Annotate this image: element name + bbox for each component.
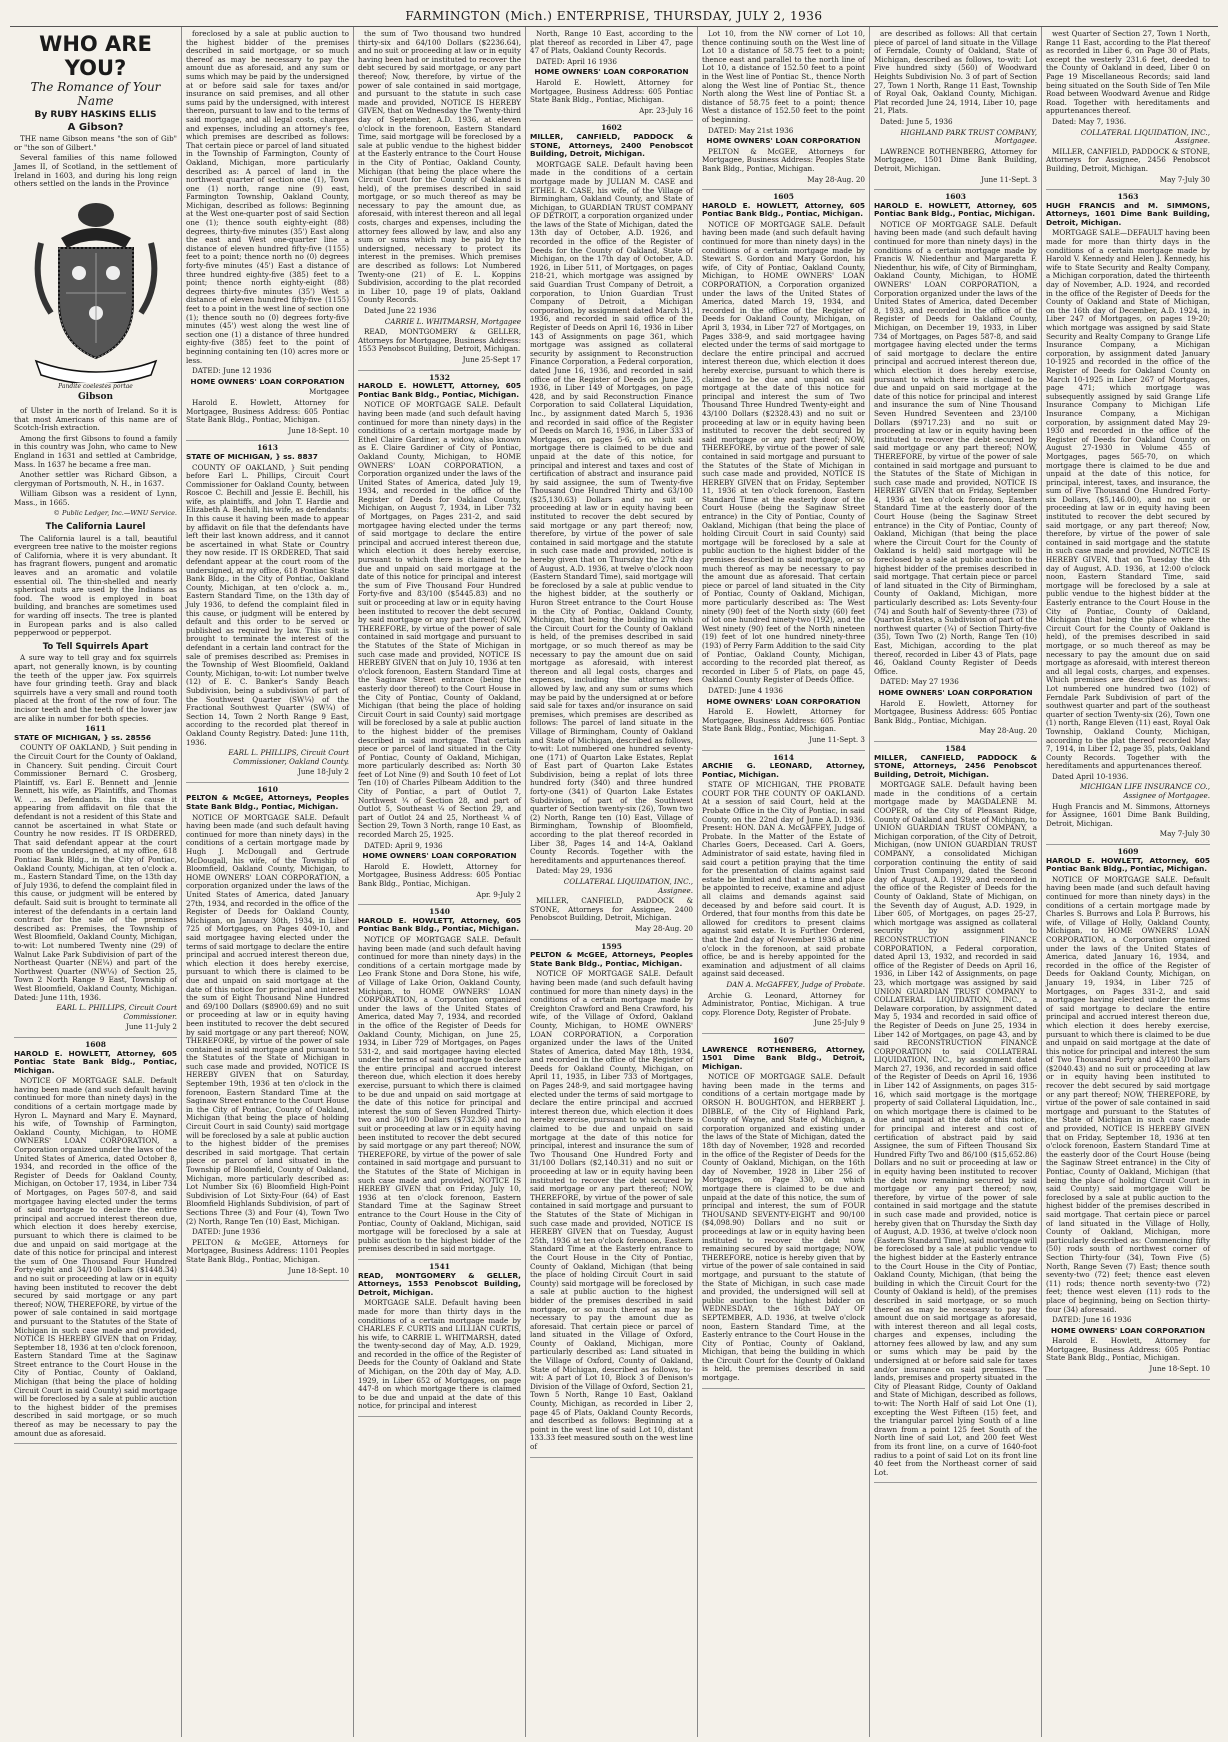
legal-notice (702, 30, 865, 190)
notice-text: NOTICE OF MORTGAGE SALE. Default having been made in the terms and conditions of a certain mortgage made by ORSON H. BOUGHTON, and HERBERT J. DIBBLE, of the City of Highland Park, County of Wayne, and State of Michigan, a corporation organized and existing under the laws of the State of Michigan, dated the 18th day of November, 1928 and recorded in the office of the Register of Deeds for the County of Oakland, Michigan, on the 16th day of November, 1928 in Liber 256 of Mortgages, on Page 330, on which mortgage there is claimed to be due and unpaid at the date of this notice, the sum of principal and interest, the sum of FOUR THOUSAND SEVENTY-EIGHT and 90/100 ($4,098.90) Dollars and no suit or proceedings at law or in equity having been instituted to recover the debt now remaining secured by said mortgage; NOW, THEREFORE, notice is hereby given that by virtue of the power of sale contained in said mortgage, and pursuant to the statute of the State of Michigan, in such case made and provided, the undersigned will sell at public auction to the highest bidder on WEDNESDAY, the 16th DAY OF SEPTEMBER, A.D. 1936, at twelve o'clock noon, Eastern Standard Time, at the Easterly entrance to the Court House in the City of Pontiac, County of Oakland, Michigan, that being the building in which the Circuit Court for the County of Oakland is held, the premises described in said mortgage. (702, 1072, 865, 1383)
notice-signature: EARL L. PHILLIPS, Circuit Court Commissioner. (56, 1003, 177, 1021)
column-4 (526, 27, 698, 1737)
notice-text: COUNTY OF OAKLAND, } Suit pending before Earl L. Phillips, Circuit Court Commissioner for Oakland County, between Roscoe C. Bechill and Jessie E. Bechill, his wife, as plaintiffs, and John T. Hardie and Elizabeth A. Bechill, his wife, as defendants: In this cause it having been made to appear by affidavit on file that the defendants have left their last known address, and it cannot be ascertained in what State or Country they now reside. IT IS ORDERED, That said defendant appear at the court room of the undersigned, at my office, 618 Pontiac State Bank Bldg., in the City of Pontiac, Oakland County, Michigan, at ten o'clock a. m., Eastern Standard Time, on the 13th day of July 1936, to defend the complaint filed in this cause, or judgment will be entered by default and this order to be served or published as required by law. This suit is brought to terminate the interest of the defendant in a certain land contract for the sale of premises described as: Premises in the Township of West Bloomfield, Oakland County, Michigan, to-wit: Lot number twelve (12) of E. C. Banker's Sandy Beach Subdivision, being a subdivision of part of the Southwest Quarter (SW¼) of the Fractional Southwest Quarter (SW¼) of Section 14, Town 2 North Range 9 East, according to the recorded plat thereof in Oakland County Registry. Dated: June 11th, 1936. (186, 462, 349, 747)
notice-dated: DATED: June 1936 (192, 1227, 261, 1237)
notice-mortgagee-name: HOME OWNERS' LOAN CORPORATION (1050, 1325, 1206, 1335)
notice-text: MORTGAGE SALE—DEFAULT having been made for more than thirty days in the conditions of a certain mortgage made by Harold V. Kennedy and Helen J. Kennedy, his wife to State Security and Realty Company, a Michigan corporation, dated the thirteenth day of November, A.D. 1924, and recorded in the office of the Register of Deeds for the County of Oakland and State of Michigan, on the 16th day of December, A.D. 1924, in Liber 247 of Mortgages, on pages 19-20; which mortgage was assigned by said State Security and Realty Company to Grange Life Insurance Company, a Michigan corporation, by assignment dated January 10-1925 and recorded in the office of the Register of Deeds for Oakland County on March 10-1925 in Liber 267 of Mortgages, page 471; which mortgage was subsequently assigned by said Grange Life Insurance Company to Michigan Life Insurance Company, a Michigan corporation, by assignment dated May 29-1930 and recorded in the office of the Register of Deeds for Oakland County on August 27-1930 in Volume 455 of Mortgages, pages 565-70, on which mortgage there is claimed to be due and unpaid at the date of this notice, for principal, interest, taxes, and insurance, the sum of Five Thousand One Hundred Forty-six Dollars, ($5,146.00), and no suit or proceeding at law or in equity having been instituted to recover the debt secured by said mortgage, or any part thereof; Now, therefore, by virtue of the power of sale contained in said mortgage and the statute in such case made and provided, NOTICE IS HEREBY GIVEN, that on Tuesday the 4th day of August, A.D. 1936, at 12:00 o'clock noon, Eastern Standard Time, said mortgage will be foreclosed by a sale at public vendue to the highest bidder at the Easterly entrance to the Court House in the City of Pontiac, County of Oakland, Michigan (that being the place where the Circuit Court for the County of Oakland is held), of the premises described in said mortgage, or so much thereof as may be necessary to pay the amount due on said mortgage as aforesaid, with interest thereon and all legal costs, charges, and expenses. Which premises are described as follows: Lot numbered one hundred two (102) of Ferndale Park Subdivision of part of the southwest quarter and part of the southeast quarter of section Twenty-six (26), Town one (1) north, Range Eleven (11) east, Royal Oak Township, Oakland County, Michigan, according to the plat thereof recorded May 7, 1914, in Liber 12, page 35, plats, Oakland County Records. Together with the hereditaments and appurtenances thereof. (1046, 228, 1210, 771)
notice-dated: Dated: May 29, 1936 (536, 866, 613, 876)
notice-attorney: READ, MONTGOMERY & GELLER, Attorneys for Mortgagee, Business Address: 1553 Penobscot Building, Detroit, Michigan. (358, 327, 521, 354)
notice-heading: MILLER, CANFIELD, PADDOCK & STONE, Attorneys, 2456 Penobscot Building, Detroit, Michigan. (874, 752, 1037, 779)
notice-text: NOTICE OF MORTGAGE SALE. Default having been made (and such default having continued for more than ninety days) in the conditions of a certain mortgage made by Stewart S. Gordon and Mary Gordon, his wife, of City of Pontiac, Oakland County, Michigan, to HOME OWNERS' LOAN CORPORATION, a Corporation organized under the laws of the United States of America, dated March 19, 1934, and recorded in the office of the Register of Deeds for Oakland County, Michigan, on April 3, 1934, in Liber 727 of Mortgages, on Pages 338-9, and said mortgagee having elected under the terms of said mortgage to declare the entire principal and accrued interest thereon due, which election it does hereby exercise, pursuant to which there is claimed to be due and unpaid on said mortgage at the date of this notice for principal and interest the sum of Two Thousand Three Hundred Twenty-eight and 43/100 Dollars ($2328.43) and no suit or proceeding at law or in equity having been instituted to recover the debt secured by said mortgage or any part thereof; NOW, THEREFORE, by virtue of the power of sale contained in said mortgage and pursuant to the Statutes of the State of Michigan in such case made and provided, NOTICE IS HEREBY GIVEN that on Friday, September 11, 1936 at ten o'clock forenoon, Eastern Standard Time at the easterly door of the Court House (being the Saginaw Street entrance) in the City of Pontiac, County of Oakland, Michigan (that being the place of holding Circuit Court in said County) said mortgage will be foreclosed by a sale at public auction to the highest bidder of the premises described in said mortgage, or so much thereof as may be necessary to pay the amount due as aforesaid. That certain piece or parcel of land situated in the City of Pontiac, County of Oakland, Michigan, more particularly described as: The West ninety (90) feet of the North sixty (60) feet of lot one hundred ninety-two (192), and the West ninety (90) feet of the North nineteen (19) feet of lot one hundred ninety-three (193) of Perry Farm Addition to the said City of Pontiac, Oakland County, Michigan, according to the recorded plat thereof, as recorded in Liber 5 of Plats, on page 45, Oakland County Register of Deeds Office. (702, 219, 865, 685)
notice-dated: Dated: June 5, 1936 (880, 116, 953, 126)
notice-dated: DATED: June 12 1936 (192, 366, 272, 376)
notice-text: foreclosed by a sale at public auction to the highest bidder of the premises described in said mortgage, or so much thereof as may be necessary to pay the amount due as aforesaid, and any sum or sums which may be paid by the undersigned at or before said sale for taxes and/or insurance on said premises, and all other sums paid by the undersigned, with interest thereon, pursuant to law and to the terms of said mortgage, and all legal costs, charges and expenses, including an attorney's fee, which premises are described as follows: That certain piece or parcel of land situated in the Township of Farmington, County of Oakland, Michigan, more particularly described as: A parcel of land in the northwest quarter of section one (1), Town one (1) north, range nine (9) east, Farmington Township, Oakland County, Michigan, described as follows: Beginning at the West one-quarter post of said Section one (1); thence south eighty-eight (88) degrees, thirty-five minutes (35') East along the east and West one-quarter line a distance of eleven hundred fifty-five (1155) feet to a point; thence north no (0) degrees forty-five minutes (45') East a distance of three hundred eighty-five (385) feet to a point; thence north eighty-eight (88) degrees thirty-five minutes (35') West a distance of eleven hundred fifty-five (1155) feet to a point in the west line of section one (1); thence south no (0) degrees forty-five minutes (45') west along the west line of section one (1) a distance of three hundred eighty-five (385) feet to the point of beginning containing ten (10) acres more or less. (186, 29, 349, 365)
notice-text: NOTICE OF MORTGAGE SALE. Default having been made (and such default having continued for more than ninety days) in the conditions of a certain mortgage made by Hyron L. Maynard and Mary E. Maynard, his wife, of Township of Farmington, Oakland County, Michigan, to HOME OWNERS' LOAN CORPORATION, a Corporation organized under the laws of the United States of America, dated October 8, 1934, and recorded in the office of the Register of Deeds for Oakland County, Michigan, on October 17, 1934, in Liber 734 of Mortgages, on Pages 507-8, and said mortgagee having elected under the terms of said mortgage to declare the entire principal and accrued interest thereon due, which election it does hereby exercise, pursuant to which there is claimed to be due and unpaid on said mortgage at the date of this notice for principal and interest the sum of One Thousand Four Hundred Forty-eight and 34/100 Dollars ($1448.34) and no suit or proceeding at law or in equity having been instituted to recover the debt secured by said mortgage or any part thereof; NOW, THEREFORE, by virtue of the power of sale contained in said mortgage and pursuant to the Statutes of the State of Michigan in such case made and provided, NOTICE IS HEREBY GIVEN that on Friday, September 18, 1936 at ten o'clock forenoon, Eastern Standard Time at the Saginaw Street entrance to the Court House in the City of Pontiac, County of Oakland, Michigan (that being the place of holding Circuit Court in said County) said mortgage will be foreclosed by a sale at public auction to the highest bidder of the premises described in said mortgage, or so much thereof as may be necessary to pay the amount due as aforesaid. (14, 1076, 177, 1438)
legal-notice (1046, 30, 1210, 190)
notice-text: MORTGAGE SALE. Default having been made for more than thirty days in the conditions of a certain mortgage made by CHARLES F. CURTIS and LILLIAN CURTIS, his wife, to CARRIE L. WHITMARSH, dated the twenty-second day of May, A.D. 1929, and recorded in the office of the Register of Deeds for the County of Oakland and State of Michigan, on the 20th day of May, A.D. 1929, in Liber 652 of Mortgages, on page 447-8 on which mortgage there is claimed to be due and unpaid at the date of this notice, for principal and interest (358, 1298, 521, 1411)
legal-notice (358, 374, 521, 906)
notice-heading: PELTON & McGEE, Attorneys, Peoples State Bank Bldg., Pontiac, Michigan. (530, 950, 693, 968)
notice-text: west Quarter of Section 27, Town 1 North, Range 11 East, according to the Plat thereof as recorded in Liber 6, on Page 30 of Plats, except the westerly 231.6 feet, deeded to the County of Oakland in deed, Liber 0 on Page 19 Miscellaneous Records; said land being situated on the South Side of Ten Mile Road between Woodward Avenue and Ridge Road. Together with hereditaments and appurtenances thereof. (1046, 29, 1210, 116)
laurel-heading: The California Laurel (45, 522, 146, 533)
legal-notice (530, 124, 693, 939)
legal-notice (702, 754, 865, 1034)
legal-notice (186, 30, 349, 441)
column-1 (10, 27, 182, 1737)
notice-text: are described as follows: All that certain piece of parcel of land situate in the Village of Ferndale, County of Oakland, State of Michigan, described as follows, to-wit: Lot Five hundred sixty (560) of Woodward Heights Subdivision No. 3 of part of Section 27, Town 1 North, Range 11 East, Township of Royal Oak, Oakland County, Michigan. Plat recorded June 24, 1914, Liber 10, page 21, Plats. (874, 29, 1037, 116)
notice-dates: Apr. 23-July 16 (639, 105, 693, 115)
feature-byline: By RUBY HASKINS ELLIS (34, 110, 157, 120)
column-3 (354, 27, 526, 1737)
notice-heading: LAWRENCE ROTHENBERG, Attorney, 1501 Dime Bank Bldg., Detroit, Michigan. (702, 1044, 865, 1071)
column-6 (870, 27, 1042, 1737)
notice-number: 1609 (1117, 847, 1139, 857)
notice-heading: HUGH FRANCIS and M. SIMMONS, Attorneys, 1601 Dime Bank Building, Detroit, Michigan. (1046, 200, 1210, 227)
notice-number: 1541 (429, 1261, 450, 1271)
feature-paragraph: Among the first Gibsons to found a family in this country was John, who came to New England in 1631 and settled at Cambridge, Mass. In 1637 he became a free man. (14, 433, 177, 469)
page-masthead: FARMINGTON (Mich.) ENTERPRISE, THURSDAY, JULY 2, 1936 (10, 6, 1218, 27)
notice-dated: DATED: April 16 1936 (536, 56, 617, 66)
notice-mortgagee-name: HOME OWNERS' LOAN CORPORATION (362, 851, 517, 861)
notice-dates: May 28-Aug. 20 (635, 923, 693, 933)
notice-mortgagee-name: HOME OWNERS' LOAN CORPORATION (706, 136, 861, 146)
notice-number: 1605 (773, 192, 794, 202)
notice-signature: COLLATERAL LIQUIDATION, INC., Assignee. (563, 877, 693, 895)
notice-dates: May 7-July 30 (1159, 174, 1210, 184)
notice-text: the sum of Two thousand two hundred thirty-six and 64/100 Dollars ($2236.64), and no suit or proceeding at law or in equity having been had or instituted to recover the debt secured by said mortgage, or any part thereof; Now, therefore, by virtue of the power of sale contained in said mortgage, and pursuant to the statute in such case made and provided, NOTICE IS HEREBY GIVEN, that on Wednesday the Twenty-third day of September, A.D. 1936, at eleven o'clock in the forenoon, Eastern Standard Time, said mortgage will be foreclosed by a sale at public vendue to the highest bidder at the Easterly entrance to the Court House in the City of Pontiac, Oakland County, Michigan (that being the place where the Circuit Court for the County of Oakland is held), of the premises described in said mortgage, or so much thereof as may be necessary to pay the amount due, as aforesaid, with interest thereon and all legal costs, charges and expenses, including the attorney fees allowed by law, and also any sum or sums which may be paid by the undersigned, necessary to protect its interest in the premises. Which premises are described as follows: Lot Numbered Twenty-one (21) of E. L. Koppins Subdivision, according to the plat recorded in Liber 10, page 19 of plats, Oakland County Records. (358, 29, 521, 305)
feature-title: WHO ARE YOU? (39, 32, 152, 80)
notice-attorney: Harold E. Howlett, Attorney for Mortgagee, Business Address: 605 Pontiac Bank Bldg., Pontiac, Michigan. (358, 861, 521, 888)
notice-dates: June 25-Sept 17 (462, 354, 521, 364)
notice-attorney: PELTON & McGEE, Attorneys for Mortgagee, Business Address: 1101 Peoples State Bank Bldg., Pontiac, Michigan. (186, 1237, 349, 1264)
notice-attorney: MILLER, CANFIELD, PADDOCK & STONE, Attorneys for Assignee, 2400 Penobscot Building, Detroit, Michigan. (530, 896, 693, 923)
feature-subtitle: The Romance of Your Name (30, 80, 161, 108)
legal-notice (1046, 848, 1210, 1380)
notice-dates: June 11-July 2 (126, 1022, 177, 1032)
notice-dates: June 25-July 9 (814, 1018, 865, 1028)
notice-number: 1614 (773, 752, 794, 762)
notice-text: NOTICE OF MORTGAGE SALE. Default having been made (and such default having continued for more than ninety days) in the conditions of a certain mortgage made by Francis W. Niedenthur and Margaretta F. Niedenthur, his wife, of City of Birmingham, Oakland County, Michigan, to HOME OWNERS' LOAN CORPORATION, a Corporation organized under the laws of the United States of America, dated December 8, 1933, and recorded in the office of the Register of Deeds for Oakland County, Michigan, on December 19, 1933, in Liber 734 of Mortgages, on Pages 587-8, and said mortgagee having elected under the terms of said mortgage to declare the entire principal and accrued interest thereon due, which election it does hereby exercise, pursuant to which there is claimed to be due and unpaid on said mortgage at the date of this notice for principal and interest and insurance the sum of Nine Thousand Seven Hundred Seventeen and 23/100 Dollars ($9717.23) and no suit or proceeding at law or in equity having been instituted to recover the debt secured by said mortgage or any part thereof; NOW, THEREFORE, by virtue of the power of sale contained in said mortgage and pursuant to the Statutes of the State of Michigan in such case made and provided, NOTICE IS HEREBY GIVEN that on Friday, September 4, 1936 at ten o'clock forenoon, Eastern Standard Time at the easterly door of the Court House (being the Saginaw Street entrance) in the City of Pontiac, County of Oakland, Michigan (that being the place where the Circuit Court for the County of Oakland is held) said mortgage will be foreclosed by a sale at public auction to the highest bidder of the premises described in said mortgage. That certain piece or parcel of land situated in the City of Birmingham, County of Oakland, Michigan, more particularly described as: Lots Seventy-four (74) and South half of Seventy-three (73) of Quarton Estates, a Subdivision of part of the northwest quarter (¼) of Section Thirty-five (35), Town Two (2) North, Range Ten (10) East, Michigan, according to the plat thereof, recorded in Liber 43 of Plats, page 46, Oakland County Register of Deeds Office. (874, 219, 1037, 676)
notice-heading: MILLER, CANFIELD, PADDOCK & STONE, Attorneys, 2400 Penobscot Building, Detroit, Michigan. (530, 131, 693, 159)
crest-caption: Gibson (77, 392, 113, 403)
notice-signature: MICHIGAN LIFE INSURANCE CO., Assignee of Mortgagee. (1079, 782, 1210, 801)
notice-text: NOTICE OF MORTGAGE SALE. Default having been made (and such default having continued for more than ninety days) in the conditions of a certain mortgage made by Hugh J. McDougall and Gertrude McDougall, his wife, of the Township of Bloomfield, Oakland County, Michigan, to HOME OWNERS' LOAN CORPORATION, a corporation organized under the laws of the United States of America, dated January 27th, 1934, and recorded in the office of the Register of Deeds for Oakland County, Michigan, on January 30th, 1934, in Liber 725 of Mortgages, on Pages 409-10, and said mortgagee having elected under the terms of said mortgage to declare the entire principal and accrued interest thereon due, which election it does hereby exercise, pursuant to which there is claimed to be due and unpaid on said mortgage at the date of this notice for principal and interest the sum of Eight Thousand Nine Hundred and 69/100 Dollars ($8900.69) and no suit or proceeding at law or in equity having been instituted to recover the debt secured by said mortgage or any part thereof; NOW, THEREFORE, by virtue of the power of sale contained in said mortgage and pursuant to the Statutes of the State of Michigan in such case made and provided, NOTICE IS HEREBY GIVEN that on Saturday, September 19th, 1936 at ten o'clock in the forenoon, Eastern Standard Time at the Saginaw Street entrance to the Court House in the City of Pontiac, County of Oakland, Michigan (that being the place of holding Circuit Court in said County) said mortgage will be foreclosed by a sale at public auction to the highest bidder of the premises described in said mortgage. That certain piece or parcel of land situated in the Township of Bloomfield, County of Oakland, Michigan, more particularly described as: Lot Number Six (6) Bloomfield High-Point Subdivision of Lot Sixty-Four (64) of East Bloomfield Highlands Subdivision, of part of Sections Three (3) and Four (4), Town Two (2) North, Range Ten (10) East, Michigan. (186, 812, 349, 1226)
notice-number: 1611 (85, 724, 106, 734)
feature-paragraph: Several families of this name followed James II, of Scotland, in the settlement of Ireland in 1603, and during his long reign others settled on the lands in the Province (14, 153, 177, 189)
notice-text: NOTICE OF MORTGAGE SALE. Default having been made (and such default having continued for more than ninety days) in the conditions of a certain mortgage made by Creighton Crawford and Bena Crawford, his wife, of the Village of Oxford, Oakland County, Michigan, to HOME OWNERS' LOAN CORPORATION, a Corporation organized under the laws of the United States of America, dated May 18th, 1934, and recorded in the office of the Register of Deeds for Oakland County, Michigan, on April 11, 1935, in Liber 733 of Mortgages, on Pages 248-9, and said mortgagee having elected under the terms of said mortgage to declare the entire principal and accrued interest thereon due, which election it does hereby exercise, pursuant to which there is claimed to be due and unpaid on said mortgage at the date of this notice for principal, interest and insurance the sum of Two Thousand One Hundred Forty and 31/100 Dollars ($2,140.31) and no suit or proceeding at law or in equity having been instituted to recover the debt secured by said mortgage or any part thereof; NOW, THEREFORE, by virtue of the power of sale contained in said mortgage and pursuant to the Statutes of the State of Michigan in such case made and provided, NOTICE IS HEREBY GIVEN that on Tuesday, August 25th, 1936 at ten o'clock forenoon, Eastern Standard Time at the Easterly entrance to the Court House in the City of Pontiac, County of Oakland, Michigan (that being the place of holding Circuit Court in said County) said mortgage will be foreclosed by a sale at public auction to the highest bidder of the premises described in said mortgage, or so much thereof as may be necessary to pay the amount due as aforesaid. That certain piece or parcel of land situated in the Village of Oxford, County of Oakland, Michigan, more particularly described as: Land situated in the Village of Oxford, County of Oakland, State of Michigan, described as follows, to-wit: A part of Lot 10, Block 3 of Denison's Division of the Village of Oxford, Section 21, Town 5 North, Range 10 East, Oakland County, Michigan, as recorded in Liber 2, page 45 of Plats, Oakland County Records, and described as follows: Beginning at a point in the west line of said Lot 10, distant 133.33 feet measured south on the west line of (530, 969, 693, 1451)
notice-number: 1532 (429, 372, 450, 382)
notice-mortgagee-name: HOME OWNERS' LOAN CORPORATION (190, 376, 345, 386)
notice-heading: HAROLD E. HOWLETT, Attorney, 605 Pontiac Bank Bldg., Pontiac, Michigan. (702, 200, 865, 219)
notice-role: Mortgagee (308, 387, 349, 397)
notice-signature: EARL L. PHILLIPS, Circuit Court Commissioner, Oakland County. (228, 748, 349, 766)
column-7 (1042, 27, 1214, 1737)
notice-text: Lot 10, from the NW corner of Lot 10, thence continuing south on the West line of Lot 10 a distance of 58.75 feet to a point; thence east and parallel to the north line of Lot 10, a distance of 152.50 feet to a point in the West line of Pontiac St., thence North along the West line of Pontiac St., thence North along the West line of Pontiac St. a distance of 58.75 feet to a point; thence West a distance of 152.50 feet to the point of beginning. (702, 29, 865, 124)
notice-number: 1540 (429, 907, 450, 917)
notice-dated: DATED: April 9, 1936 (364, 840, 443, 850)
notice-number: 1603 (945, 192, 966, 202)
notice-copy: Archie G. Leonard, Attorney for Administrator, Pontiac, Michigan. A true copy. Florence Doty, Register of Probate. (702, 990, 865, 1017)
feature-paragraph: Another settler was Richard Gibson, a clergyman of Portsmouth, N. H., in 1637. (14, 470, 177, 488)
notice-dates: May 28-Aug. 20 (807, 174, 865, 184)
notice-text: MORTGAGE SALE. Default having been made in the conditions of a certain mortgage made by JULIAN M. CASE and ETHEL R. CASE, his wife, of the Village of Birmingham, Oakland County, and State of Michigan, to GUARDIAN TRUST COMPANY OF DETROIT, a corporation organized under the laws of the State of Michigan, dated the 13th day of October, A.D. 1926, and recorded in the office of the Register of Deeds for the County of Oakland, State of Michigan, on the 17th day of October, A.D. 1926, in Liber 511, of Mortgages, on pages 218-21, which mortgage was assigned by said Guardian Trust Company of Detroit, a corporation, to Union Guardian Trust Company of Detroit, a Michigan corporation, by assignment dated March 31, 1936, and recorded in said office of the Register of Deeds on April 16, 1936 in Liber 143 of Assignments on page 361, which mortgage was assigned as collateral security by assignment to Reconstruction Finance Corporation, a Federal corporation, dated June 16, 1936, and recorded in said office of the Register of Deeds on June 25, 1936, in Liber 149 of Mortgages, on page 428, and by said Reconstruction Finance Corporation to said Collateral Liquidation, Inc., by assignment dated March 5, 1936 and recorded in said office of the Register of Deeds on March 16, 1936, in Liber 333 of Mortgages, on pages 5-6, on which said mortgage there is claimed to be due and unpaid at the date of this notice, for principal and interest and taxes and cost of certification of abstract and insurance paid by said assignee, the sum of Twenty-five Thousand One Hundred Thirty and 63/100 ($25,130.63) Dollars and no suit or proceeding at law or in equity having been instituted to recover the debt secured by said mortgage or any part thereof; now, therefore, by virtue of the power of sale contained in said mortgage and the statute in such case made and provided, notice is hereby given that on Thursday the 27th day of August, A.D. 1936, at twelve o'clock noon (Eastern Standard Time), said mortgage will be foreclosed by a sale at public vendue to the highest bidder, at the southerly or Huron Street entrance to the Court House in the City of Pontiac, Oakland County, Michigan, that being the building in which the Circuit Court for the County of Oakland is held, of the premises described in said mortgage, or so much thereof as may be necessary to pay the amount due on said mortgage as aforesaid, with interest thereon and all legal costs, charges and expenses, including the attorney fees allowed by law, and any sum or sums which may be paid by the undersigned at or before said sale for taxes and/or insurance on said premises, which premises are described as follows: The parcel of land situate in the Village of Birmingham, County of Oakland and State of Michigan, described as follows, to-wit: Lot numbered one hundred seventy-one (171) of Quarton Lake Estates, Replat of East part of Quarton Lake Estates Subdivision, being a replat of lots three hundred forty (340) and three hundred forty-one (341) of Quarton Lake Estates Subdivision, of part of the Southwest quarter of Section twenty-six (26), Town two (2) North, Range ten (10) East, Village of Birmingham, Township of Bloomfield, according to the plat thereof recorded in Liber 38, Pages 14 and 14-A, Oakland County Records. Together with the hereditaments and appurtenances thereof. (530, 159, 693, 865)
notice-mortgagee-name: HOME OWNERS' LOAN CORPORATION (878, 687, 1033, 697)
notice-dates: June 18-Sept. 10 (288, 1265, 349, 1275)
notice-heading: ARCHIE G. LEONARD, Attorney, Pontiac, Michigan. (702, 761, 865, 779)
notice-text: COUNTY OF OAKLAND, } Suit pending in the Circuit Court for the County of Oakland, in Chancery. Suit pending. Circuit Court Commissioner Bernard C. Grosberg, Plaintiff, vs. Earl E. Bennett and Jennie Bennett, his wife, as Plaintiffs, and Thomas W. ... as Defendants. In this cause it appearing from affidavit on file that the defendant is not a resident of this State and cannot be ascertained in what State or Country he now resides. IT IS ORDERED, That said defendant appear at the court room of the undersigned, at my office, 618 Pontiac Bank Bldg., in the City of Pontiac, Oakland County, Michigan, at ten o'clock a. m., Eastern Standard Time, on the 13th day of July 1936, to defend the complaint filed in this cause, or judgment will be entered by default. Said suit is brought to terminate all interest of the defendants in a certain land contract for the sale of the premises described as: Premises, the Township of West Bloomfield, Oakland County, Michigan, to-wit: Lot numbered Twenty nine (29) of Walnut Lake Park Subdivision of part of the Northeast Quarter (NE¼) and part of the Northwest Quarter (NW¼) of Section 25, Town 2 North Range 9 East, Township of West Bloomfield, Oakland County, Michigan. Dated: June 11th, 1936. (14, 743, 177, 1002)
notice-number: 1563 (1117, 192, 1139, 202)
notice-text: NOTICE OF MORTGAGE SALE. Default having been made (and such default having continued for more than ninety days) in the conditions of a certain mortgage made by Ethel Claire Gardiner, a widow, also known as E. Claire Gardiner of City of Pontiac, Oakland County, Michigan, to HOME OWNERS' LOAN CORPORATION, a Corporation organized under the laws of the United States of America, dated July 19, 1934, and recorded in the office of the Register of Deeds for Oakland County, Michigan, on August 7, 1934, in Liber 732 of Mortgages, on Pages 231-2, and said mortgagee having elected under the terms of said mortgage to declare the entire principal and accrued interest thereon due, which election it does hereby exercise, pursuant to which there is claimed to be due and unpaid on said mortgage at the date of this notice for principal and interest the sum of Five Thousand Four Hundred Forty-five and 83/100 ($5445.83) and no suit or proceeding at law or in equity having been instituted to recover the debt secured by said mortgage or any part thereof; NOW, THEREFORE, by virtue of the power of sale contained in said mortgage and pursuant to the Statutes of the State of Michigan in such case made and provided, NOTICE IS HEREBY GIVEN that on July 10, 1936 at ten o'clock forenoon, Eastern Standard Time at the Saginaw Street entrance (being the easterly door thereof) to the Court House in the City of Pontiac, County of Oakland, Michigan (that being the place of holding Circuit Court in said County) said mortgage will be foreclosed by a sale at public auction to the highest bidder of the premises described in said mortgage. That certain piece or parcel of land situated in the City of Pontiac, County of Oakland, Michigan, more particularly described as: North 30 feet of Lot Nine (9) and South 10 feet of Lot Ten (10) of Charles Pilbeam Addition to the City of Pontiac, a part of Outlot 7, Northwest ¼ of Section 28, and part of Outlot 5, Southeast ¼ of Section 29, and part of Outlot 24 and 25, Northeast ¼ of Section 29, Town 3 North, range 10 East, as recorded March 25, 1925. (358, 400, 521, 840)
notice-heading: PELTON & McGEE, Attorneys, Peoples State Bank Bldg., Pontiac, Michigan. (186, 793, 349, 812)
notice-state: STATE OF MICHIGAN, } ss. 8837 (186, 451, 318, 461)
crest-motto: Pandite coelestes portae (58, 382, 133, 390)
legal-notice (186, 444, 349, 783)
legal-notice (1046, 193, 1210, 845)
notice-dated: DATED: May 27 1936 (880, 677, 959, 687)
columns (10, 27, 1218, 1737)
legal-notice (14, 1041, 177, 1444)
notice-heading: HAROLD E. HOWLETT, Attorney, 605 Pontiac Bank Bldg., Pontiac, Michigan. (874, 200, 1037, 219)
legal-notice (530, 943, 693, 1458)
legal-notice (358, 908, 521, 1260)
notice-number: 1613 (257, 443, 278, 453)
notice-attorney: Harold E. Howlett, Attorney for Mortgagee, Business Address: 605 Pontiac State Bank Bldg., Pontiac, Michigan. (186, 397, 349, 425)
notice-dates: Apr. 9-July 2 (476, 889, 521, 899)
notice-dated: DATED: June 16 1936 (1052, 1315, 1132, 1325)
notice-number: 1608 (85, 1039, 106, 1049)
notice-dates: June 18-July 2 (298, 767, 349, 777)
legal-notice (702, 193, 865, 750)
notice-signature: HIGHLAND PARK TRUST COMPANY, Mortgagee. (900, 127, 1037, 146)
notice-heading: HAROLD E. HOWLETT, Attorney, 605 Pontiac Bank Bldg., Pontiac, Michigan. (1046, 855, 1210, 874)
notice-dated: DATED: May 21st 1936 (708, 125, 794, 135)
legal-notice (874, 745, 1037, 1483)
notice-number: 1584 (945, 743, 966, 753)
column-2 (182, 27, 354, 1737)
squirrel-heading: To Tell Squirrels Apart (42, 641, 149, 652)
notice-attorney: LAWRENCE ROTHENBERG, Attorney for Mortgagee, 1501 Dime Bank Building, Detroit, Michigan. (874, 146, 1037, 173)
legal-notice (186, 786, 349, 1281)
feature-paragraph: of Ulster in the north of Ireland. So it is that most Americans of this name are of Scotch-Irish extraction. (14, 405, 177, 433)
notice-text: STATE OF MICHIGAN, THE PROBATE COURT FOR THE COUNTY OF OAKLAND. At a session of said Court, held at the Probate Office in the City of Pontiac, in said County, on the 22nd day of June A.D. 1936. Present: HON. DAN A. McGAFFEY, Judge of Probate. In the Matter of the Estate of Charles Goers, Deceased. Carl A. Goers, Administrator of said estate, having filed in said court a petition praying that the time for the presentation of claims against said estate be limited and that a time and place be appointed to receive, examine and adjust all claims and demands against said deceased by and before said court. It is Ordered, that four months from this date be allowed for creditors to present claims against said estate. It is Further Ordered, that the 2nd day of November 1936 at nine o'clock in the forenoon, at said probate office, be and is hereby appointed for the examination and adjustment of all claims against said deceased. (702, 780, 865, 979)
notice-mortgagee-name: HOME OWNERS' LOAN CORPORATION (534, 67, 689, 77)
notice-dates: June 18-Sept. 10 (1149, 1364, 1210, 1374)
notice-dates: June 18-Sept. 10 (288, 425, 349, 435)
column-5 (698, 27, 870, 1737)
notice-number: 1607 (773, 1035, 794, 1045)
legal-notice (702, 1037, 865, 1389)
notice-state: STATE OF MICHIGAN, } ss. 28556 (14, 732, 152, 742)
legal-notice (530, 30, 693, 121)
notice-text: MORTGAGE SALE. Default having been made in the conditions of a certain mortgage made by MAGDALENE M. COOPER, of the City of Pleasant Ridge, County of Oakland and State of Michigan, to UNION GUARDIAN TRUST COMPANY, a Michigan corporation, of the City of Detroit, Michigan, (now UNION GUARDIAN TRUST COMPANY, a consolidated Michigan corporation continuing the entity of said Union Trust Company), dated the Second day of August, A.D. 1929, and recorded in the office of the Register of Deeds for the County of Oakland, State of Michigan, on the Seventh day of August, A.D. 1929, in Liber 605, of Mortgages, on pages 25-27, which mortgage was assigned as collateral security by assignment to RECONSTRUCTION FINANCE CORPORATION, a Federal corporation, dated April 13, 1932, and recorded in said office of the Register of Deeds on April 16, 1936, in Liber 142 of Assignments, on page 23, which mortgage was assigned by said UNION GUARDIAN TRUST COMPANY to COLLATERAL LIQUIDATION, INC., a Delaware corporation, by assignment dated May 5, 1934 and recorded in said office of the Register of Deeds on June 25, 1934 in Liber 142 of Mortgages, on page 43, and by said RECONSTRUCTION FINANCE CORPORATION to said COLLATERAL LIQUIDATION, INC., by assignment dated March 27, 1936, and recorded in said office of the Register of Deeds on April 16, 1936 in Liber 142 of Assignments, on pages 315-16, which said mortgage is the mortgage property of said Collateral Liquidation, Inc., on which mortgage there is claimed to be due and unpaid at the date of this notice, for principal and interest and cost of certification of abstract paid by said Assignee, the sum of Fifteen Thousand Six Hundred Fifty Two and 86/100 ($15,652.86) Dollars and no suit or proceeding at law or in equity having been instituted to recover the debt now remaining secured by said mortgage or any part thereof; now, therefore, by virtue of the power of sale contained in said mortgage and the statute in such case made and provided, notice is hereby given that on Thursday the Sixth day of August, A.D. 1936, at twelve o'clock noon (Eastern Standard Time), said mortgage will be foreclosed by a sale at public vendue to the highest bidder at the Easterly entrance to the Court House in the City of Pontiac, Oakland County, Michigan, (that being the building in which the Circuit Court for the County of Oakland is held), of the premises described in said mortgage, or so much thereof as may be necessary to pay the amount due on said mortgage as aforesaid, with interest thereon and all legal costs, charges and expenses, including the attorney fees allowed by law, and any sum or sums which may be paid by the undersigned at or before said sale for taxes and/or insurance on said premises. The lands, premises and property situated in the City of Pleasant Ridge, County of Oakland and State of Michigan, described as follows, to-wit: The North Half of said Lot One (1), excepting the West Fifteen (15) feet, and the triangular parcel lying South of a line drawn from a point 125 feet South of the North line of said Lot, and 200 feet West from its front line, on a curve of 1640-foot radius to a point of said Lot on its front line 40 feet from the Northeast corner of said Lot. (874, 780, 1037, 1477)
notice-heading: HAROLD E. HOWLETT, Attorney, 605 Pontiac State Bank Bldg., Pontiac, Michigan. (14, 1048, 177, 1075)
notice-signature: COLLATERAL LIQUIDATION, INC., Assignee. (1080, 127, 1210, 146)
notice-number: 1610 (257, 784, 278, 794)
notice-attorney: Hugh Francis and M. Simmons, Attorneys for Assignee, 1601 Dime Bank Building, Detroit, Michigan. (1046, 801, 1210, 828)
notice-text: NOTICE OF MORTGAGE SALE. Default having been made (and such default having continued for more than ninety days) in the conditions of a certain mortgage made by Charles S. Burrows and Lola P. Burrows, his wife, of Village of Holly, Oakland County, Michigan, to HOME OWNERS' LOAN CORPORATION, a Corporation organized under the laws of the United States of America, dated January 16, 1934, and recorded in the office of the Register of Deeds for Oakland County, Michigan, on January 19, 1934, in Liber 725 of Mortgages, on Pages 331-2, and said mortgagee having elected under the terms of said mortgage to declare the entire principal and accrued interest thereon due, which election it does hereby exercise, pursuant to which there is claimed to be due and unpaid on said mortgage at the date of this notice for principal and interest the sum of Two Thousand Forty and 43/100 Dollars ($2040.43) and no suit or proceeding at law or in equity having been instituted to recover the debt secured by said mortgage or any part thereof; NOW, THEREFORE, by virtue of the power of sale contained in said mortgage and pursuant to the Statutes of the State of Michigan in such case made and provided, NOTICE IS HEREBY GIVEN that on Friday, September 18, 1936 at ten o'clock forenoon, Eastern Standard Time at the easterly door of the Court House (being the Saginaw Street entrance) in the City of Pontiac, County of Oakland, Michigan (that being the place of holding Circuit Court in said County) said mortgage will be foreclosed by a sale at public auction to the highest bidder of the premises described in said mortgage. That certain piece or parcel of land situated in the Village of Holly, County of Oakland, Michigan, more particularly described as: Commencing fifty (50) rods south of northwest corner of Section Thirty-four (34), Town Five (5) North, Range Seven (7) East; thence south seventy-two (72) feet; thence east eleven (11) rods; thence north seventy-two (72) feet; thence west eleven (11) rods to the place of beginning, being on Section thirty-four (34) aforesaid. (1046, 874, 1210, 1314)
feature-paragraph: THE name Gibson means "the son of Gib" or "the son of Gilbert." (14, 134, 177, 152)
notice-dated: Dated April 10-1936. (1052, 771, 1129, 781)
legal-notice (874, 30, 1037, 190)
legal-notice (358, 1263, 521, 1417)
notice-dates: May 7-July 30 (1159, 829, 1210, 839)
notice-signature: CARRIE L. WHITMARSH, Mortgagee (384, 316, 521, 326)
notice-attorney: Harold E. Howlett, Attorney for Mortgagee, Business Address: 605 Pontiac Bank Bldg., Pontiac, Michigan. (874, 698, 1037, 725)
notice-number: 1602 (601, 123, 622, 133)
feature-section-heading: A Gibson? (67, 121, 124, 133)
squirrel-text: A sure way to tell gray and fox squirrels apart, not generally known, is by counting the teeth of the upper jaw. Fox squirrels have four grinding teeth. Gray and black squirrels have a very small and round tooth placed at the front of the row of four. The incisor teeth and the teeth of the lower jaw are alike in number for both species. (14, 653, 177, 723)
legal-notice (874, 193, 1037, 742)
notice-text: North, Range 10 East, according to the plat thereof as recorded in Liber 47, page 47 of Plats, Oakland County Records. (530, 29, 693, 56)
notice-dates: June 11-Sept. 3 (980, 174, 1037, 184)
wnu-credit: © Public Ledger, Inc.—WNU Service. (53, 509, 177, 518)
notice-signature: DAN A. McGAFFEY, Judge of Probate. (726, 979, 865, 989)
notice-dates: June 11-Sept. 3 (808, 734, 865, 744)
gibson-coat-of-arms-icon (21, 193, 171, 383)
notice-number: 1595 (601, 941, 622, 951)
notice-text: NOTICE OF MORTGAGE SALE. Default having been made (and such default having continued for more than ninety days) in the conditions of a certain mortgage made by Leo Frank Stone and Dora Stone, his wife, of Village of Lake Orion, Oakland County, Michigan, to HOME OWNERS' LOAN CORPORATION, a Corporation organized under the laws of the United States of America, dated May 7, 1934, and recorded in the office of the Register of Deeds for Oakland County, Michigan, on June 25, 1934, in Liber 729 of Mortgages, on Pages 531-2, and said mortgagee having elected under the terms of said mortgage to declare the entire principal and accrued interest thereon due, which election it does hereby exercise, pursuant to which there is claimed to be due and unpaid on said mortgage at the date of this notice for principal and interest the sum of Seven Hundred Thirty-two and 36/100 Dollars ($732.36) and no suit or proceeding at law or in equity having been instituted to recover the debt secured by said mortgage or any part thereof; NOW, THEREFORE, by virtue of the power of sale contained in said mortgage and pursuant to the Statutes of the State of Michigan in such case made and provided, NOTICE IS HEREBY GIVEN that on Friday, July 10, 1936 at ten o'clock forenoon, Eastern Standard Time at the Saginaw Street entrance to the Court House in the City of Pontiac, County of Oakland, Michigan, said mortgage will be foreclosed by a sale at public auction to the highest bidder of the premises described in said mortgage. (358, 934, 521, 1254)
notice-attorney: Harold E. Howlett, Attorney for Mortgagee, Business Address: 605 Pontiac State Bank Bldg., Pontiac, Michigan. (702, 707, 865, 734)
notice-heading: READ, MONTGOMERY & GELLER, Attorneys, 1553 Penobscot Building, Detroit, Michigan. (358, 1270, 521, 1297)
notice-attorney: Harold E. Howlett, Attorney for Mortgagee, Business Address: 605 Pontiac State Bank Bldg., Pontiac, Michigan. (530, 77, 693, 105)
notice-attorney: PELTON & McGEE, Attorneys for Mortgagee, Business Address: Peoples State Bank Bldg., Pontiac, Michigan. (702, 146, 865, 173)
legal-notice (358, 30, 521, 371)
feature-paragraph: William Gibson was a resident of Lynn, Mass., in 1665. (14, 489, 177, 507)
notice-dated: Dated June 22 1936 (364, 306, 437, 315)
notice-attorney: MILLER, CANFIELD, PADDOCK & STONE, Attorneys for Assignee, 2456 Penobscot Building, Detroit, Michigan. (1046, 146, 1210, 173)
notice-dated: DATED: June 4 1936 (708, 685, 783, 695)
notice-mortgagee-name: HOME OWNERS' LOAN CORPORATION (706, 696, 861, 706)
notice-heading: HAROLD E. HOWLETT, Attorney, 605 Pontiac Bank Bldg., Pontiac, Michigan. (358, 381, 521, 399)
notice-attorney: Harold E. Howlett, Attorney for Mortgagee, Business Address: 605 Pontiac State Bank Bldg., Pontiac, Michigan. (1046, 1336, 1210, 1363)
laurel-text: The California laurel is a tall, beautiful evergreen tree native to the moister regions of California, where it is very abundant. It has fragrant flowers, pungent and aromatic leaves and an aromatic and volatile essential oil. The thin-shelled and nearly spherical nuts are used by the Indians as food. The wood is employed in boat building, and branches are sometimes used for warding off insects. The tree is planted in European parks and is also called pepperwood or pepperpot. (14, 533, 177, 638)
legal-notice (14, 725, 177, 1038)
notice-heading: HAROLD E. HOWLETT, Attorney, 605 Pontiac Bank Bldg., Pontiac, Michigan. (358, 915, 521, 934)
notice-dated: Dated: May 7, 1936. (1052, 116, 1127, 126)
notice-dates: May 28-Aug. 20 (979, 726, 1037, 736)
